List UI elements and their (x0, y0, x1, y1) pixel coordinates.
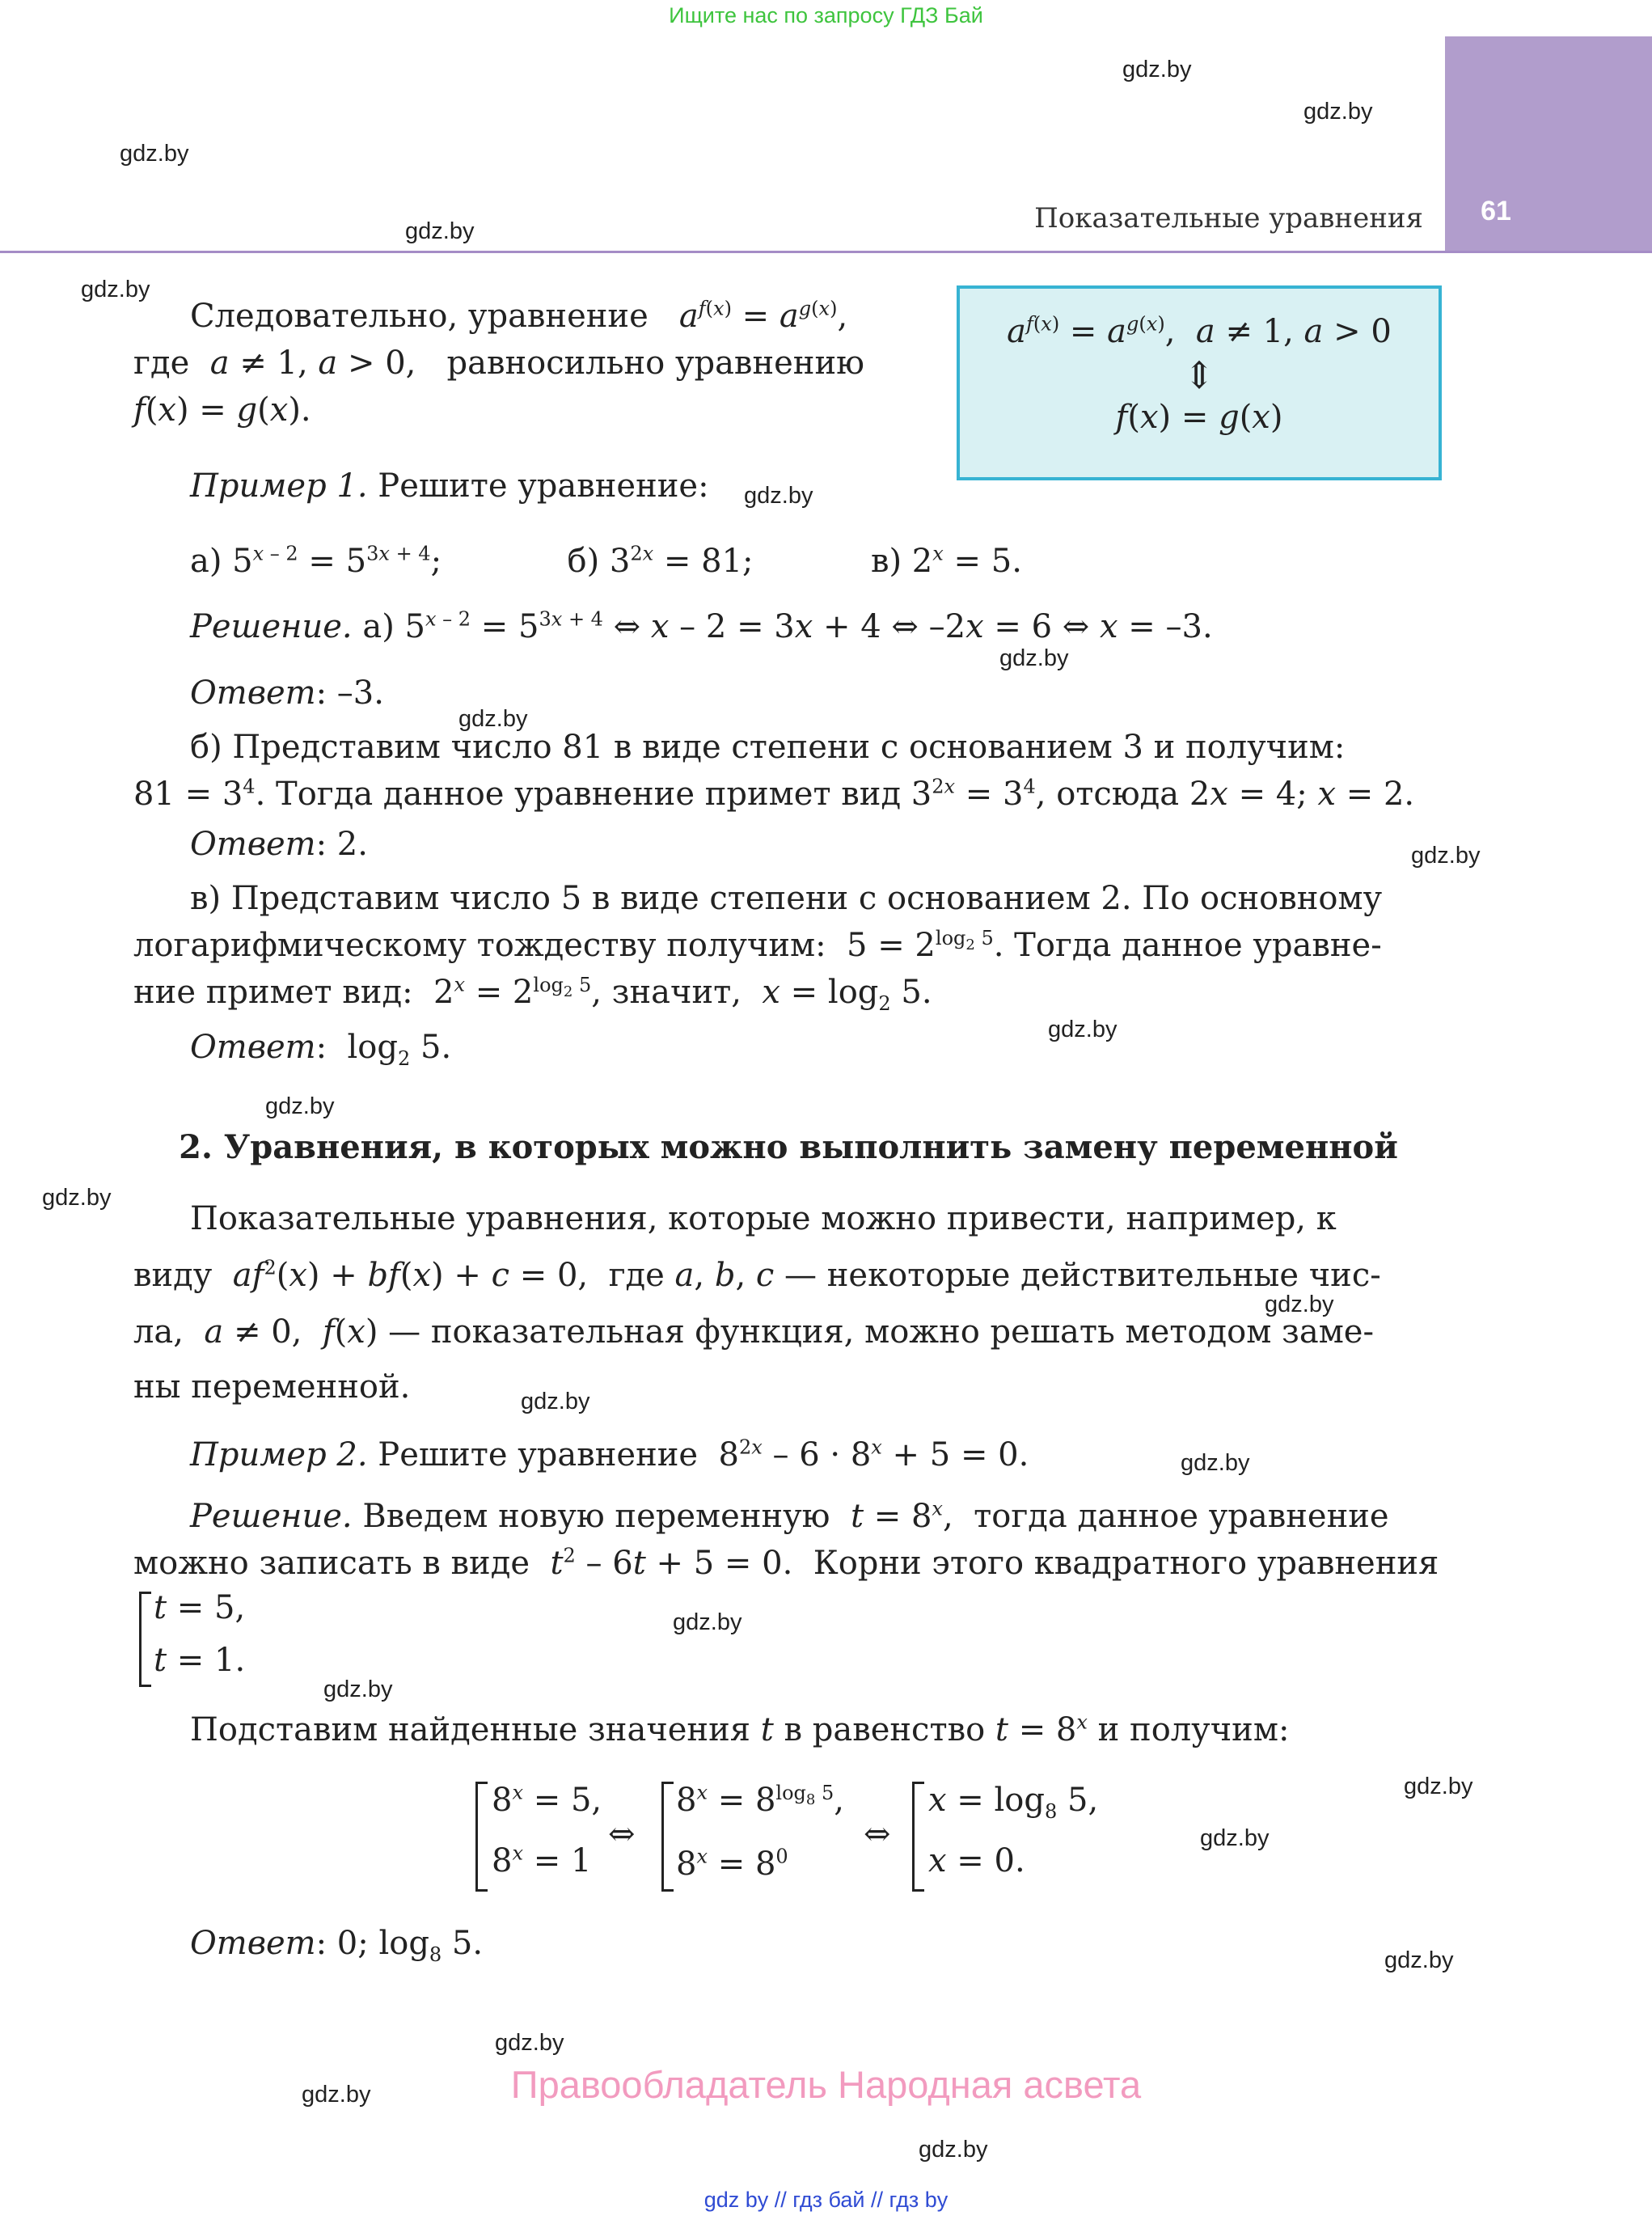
equivalence-icon: ⇔ (608, 1816, 636, 1853)
watermark: gdz.by (673, 1609, 742, 1635)
answer-2: Ответ: 0; $\log_8 5$. (190, 1925, 484, 1966)
running-head: Показательные уравнения (1034, 202, 1423, 235)
watermark: gdz.by (1384, 1947, 1454, 1973)
watermark: gdz.by (521, 1389, 590, 1414)
system-3-eq1: $x = \log_8 5$, (928, 1782, 1099, 1823)
watermark: gdz.by (744, 483, 813, 509)
rule-formula: $a^{f(x)} = a^{g(x)}$, a ≠ 1, a > 0 (1007, 312, 1392, 350)
watermark: gdz.by (1122, 57, 1192, 82)
watermark: gdz.by (265, 1093, 335, 1119)
page-number: 61 (1481, 196, 1511, 226)
intro-paragraph: Следовательно, уравнение $a^{f(x)} = a^{g(x)}$, где a ≠ 1, a > 0, равносильно уравнению f(x) = g(x). (133, 297, 864, 429)
solution-2: Решение. Введем новую переменную $t = 8^x$, тогда данное уравнение можно записать в виде $t^2 - 6t + 5 = 0$. Корни этого квадратного уравнения (133, 1497, 1439, 1582)
rule-box (957, 285, 1442, 480)
watermark: gdz.by (302, 2082, 371, 2108)
rule-result: f(x) = g(x) (1115, 399, 1283, 436)
section-2-paragraph: Показательные уравнения, которые можно привести, например, к виду $af^2(x) + bf(x) + c = 0$, где a, b, c — некоторые действительные чис- ла, a ≠ 0, f(x) — показательная функция, можно решать методом заме- ны переменной. (133, 1200, 1381, 1406)
example-2: Пример 2. Решите уравнение $8^{2x} - 6 \cdot 8^x + 5 = 0$. (190, 1435, 1029, 1474)
system-bracket (139, 1592, 151, 1687)
watermark: gdz.by (1303, 99, 1373, 125)
root-1: t = 5, (154, 1589, 246, 1626)
watermark: gdz.by (999, 645, 1069, 671)
watermark: gdz.by (1048, 1017, 1118, 1042)
answer-a: Ответ: –3. (190, 674, 384, 712)
system-bracket (475, 1782, 488, 1892)
watermark: gdz.by (42, 1185, 112, 1211)
watermark: gdz.by (495, 2030, 564, 2056)
watermark: gdz.by (1265, 1292, 1334, 1317)
watermark: gdz.by (1181, 1450, 1250, 1476)
solution-a: Решение. а) 5$^x$ $^{- 2} = 5^{3x}$ $^{+ 4}$ ⇔ x – 2 = 3x + 4 ⇔ –2x = 6 ⇔ x = –3. (190, 607, 1213, 645)
system-bracket (912, 1782, 924, 1892)
watermark: gdz.by (1411, 843, 1481, 869)
watermark: gdz.by (81, 277, 150, 302)
footer-links[interactable]: gdz by // гдз бай // гдз by (703, 2188, 949, 2212)
solution-b: б) Представим число 81 в виде степени с основанием 3 и получим: $81 = 3^4$. Тогда данное уравнение примет вид $3^{2x} = 3^4$, отсюда 2x = 4; x = 2. (133, 729, 1415, 813)
system-bracket (661, 1782, 674, 1892)
root-2: t = 1. (154, 1642, 246, 1679)
equivalence-icon: ⇔ (864, 1816, 891, 1853)
watermark: gdz.by (1200, 1825, 1270, 1851)
example-1-items: а) 5$^x$ $^{- 2} = 5^{3x}$ $^{+ 4}$; б) $3^{2x} = 81$; в) $2^x = 5$. (190, 542, 1022, 580)
watermark: gdz.by (405, 218, 475, 244)
answer-v: Ответ: $\log_2 5$. (190, 1029, 452, 1070)
system-1-eq2: $8^x = 1$ (492, 1841, 592, 1879)
substitution-line: Подставим найденные значения t в равенство $t = 8^x$ и получим: (190, 1710, 1290, 1748)
answer-b: Ответ: 2. (190, 826, 368, 863)
top-banner[interactable]: Ищите нас по запросу ГДЗ Бай (669, 3, 983, 27)
system-3-eq2: x = 0. (928, 1842, 1025, 1879)
system-2-eq2: $8^x = 8^0$ (676, 1845, 788, 1883)
watermark: gdz.by (1404, 1774, 1473, 1799)
solution-v: в) Представим число 5 в виде степени с основанием 2. По основному логарифмическому тождеству получим: $5 = 2^{log_2 5}$. Тогда данное уравне- ние примет вид: $2^x = 2^{log_2 5}$, значит, $x = \log_2 5$. (133, 880, 1383, 1015)
header-rule (0, 251, 1652, 253)
copyright-footer: Правообладатель Народная асвета (510, 2063, 1142, 2106)
system-1-eq1: $8^x = 5$, (492, 1781, 602, 1819)
equivalence-arrow-icon: ⇕ (1183, 353, 1215, 397)
example-1: Пример 1. Решите уравнение: (190, 467, 709, 505)
watermark: gdz.by (919, 2137, 988, 2163)
watermark: gdz.by (323, 1676, 393, 1702)
watermark: gdz.by (120, 141, 189, 167)
system-2-eq1: $8^x = 8^{log_8 5}$, (676, 1781, 844, 1819)
watermark: gdz.by (458, 706, 528, 732)
section-title: 2. Уравнения, в которых можно выполнить замену переменной (179, 1128, 1398, 1166)
